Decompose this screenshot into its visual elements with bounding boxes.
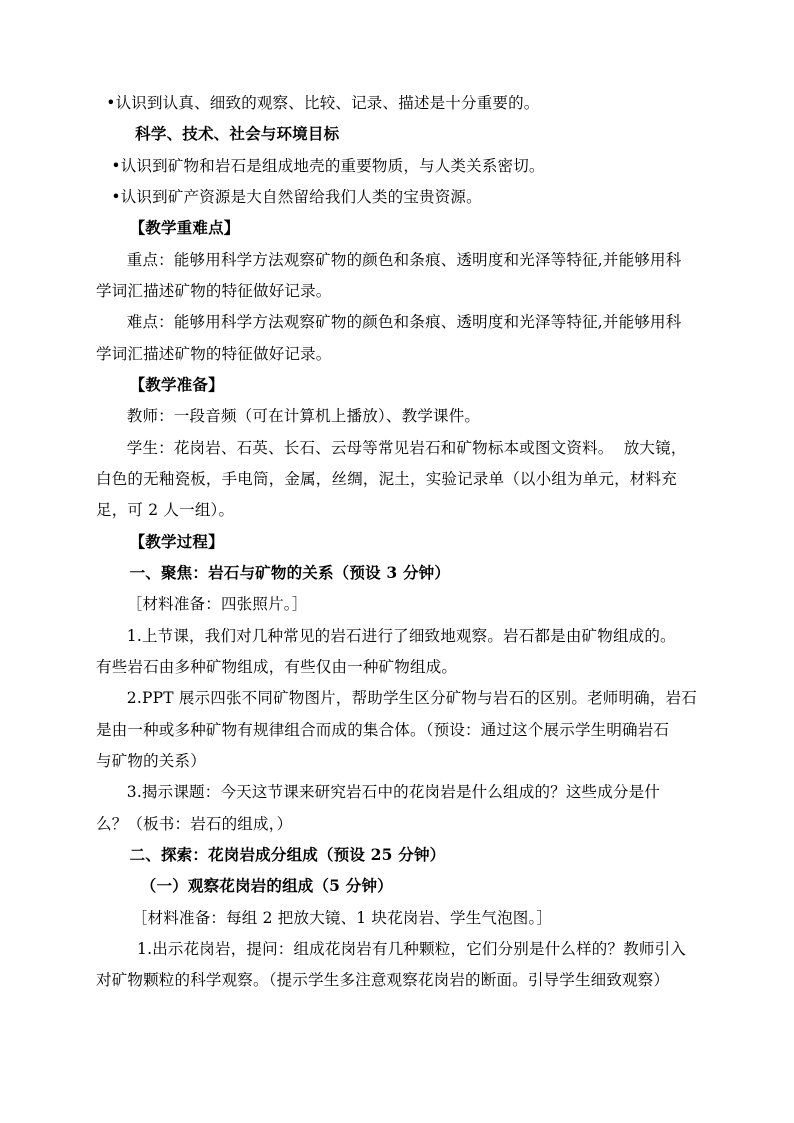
section-heading: 【教学准备】 [96, 375, 224, 394]
paragraph-line: 白色的无釉瓷板，手电筒，金属，丝绸，泥土，实验记录单（以小组为单元，材料充 [96, 470, 677, 488]
paragraph-line: 对矿物颗粒的科学观察。（提示学生多注意观察花岗岩的断面。引导学生细致观察） [96, 971, 670, 989]
paragraph-line: 学生：花岗岩、石英、长石、云母等常见岩石和矿物标本或图文资料。 放大镜， [96, 439, 687, 457]
paragraph-line: 难点：能够用科学方法观察矿物的颜色和条痕、透明度和光泽等特征,并能够用科 [96, 313, 682, 331]
paragraph-line: 教师：一段音频（可在计算机上播放）、教学课件。 [96, 407, 481, 425]
section-heading: 【教学重难点】 [96, 218, 240, 237]
paragraph-line: 3.揭示课题：今天这节课来研究岩石中的花岗岩是什么组成的？这些成分是什 [96, 783, 661, 801]
paragraph-line: 与矿物的关系） [96, 752, 206, 770]
paragraph-line: 重点：能够用科学方法观察矿物的颜色和条痕、透明度和光泽等特征,并能够用科 [96, 251, 682, 269]
paragraph-line: ［材料准备：四张照片。］ [96, 595, 308, 613]
text-line: •认识到认真、细致的观察、比较、记录、描述是十分重要的。 [96, 94, 540, 112]
paragraph-line: 学词汇描述矿物的特征做好记录。 [96, 345, 332, 363]
section-heading: 科学、技术、社会与环境目标 [96, 124, 340, 143]
paragraph-line: 是由一种或多种矿物有规律组合而成的集合体。（预设：通过这个展示学生明确岩石 [96, 721, 670, 739]
paragraph-line: 足，可 2 人一组）。 [96, 501, 235, 519]
subsection-heading: 一、聚焦：岩石与矿物的关系（预设 3 分钟） [96, 563, 451, 582]
paragraph-line: 1.上节课，我们对几种常见的岩石进行了细致地观察。岩石都是由矿物组成的。 [96, 627, 676, 645]
subsection-heading: （一）观察花岗岩的组成（5 分钟） [96, 876, 393, 895]
paragraph-line: 学词汇描述矿物的特征做好记录。 [96, 282, 332, 300]
text-line: •认识到矿物和岩石是组成地壳的重要物质，与人类关系密切。 [96, 157, 545, 175]
paragraph-line: 1.出示花岗岩，提问：组成花岗岩有几种颗粒，它们分别是什么样的？教师引入 [96, 940, 687, 958]
paragraph-line: 么？（板书：岩石的组成，） [96, 815, 293, 833]
paragraph-line: ［材料准备：每组 2 把放大镜、1 块花岗岩、学生气泡图。］ [96, 909, 553, 927]
section-heading: 【教学过程】 [96, 532, 224, 551]
paragraph-line: 有些岩石由多种矿物组成，有些仅由一种矿物组成。 [96, 658, 458, 676]
paragraph-line: 2.PPT 展示四张不同矿物图片，帮助学生区分矿物与岩石的区别。老师明确，岩石 [96, 689, 697, 707]
subsection-heading: 二、探索：花岗岩成分组成（预设 25 分钟） [96, 845, 446, 864]
text-line: •认识到矿产资源是大自然留给我们人类的宝贵资源。 [96, 188, 482, 206]
